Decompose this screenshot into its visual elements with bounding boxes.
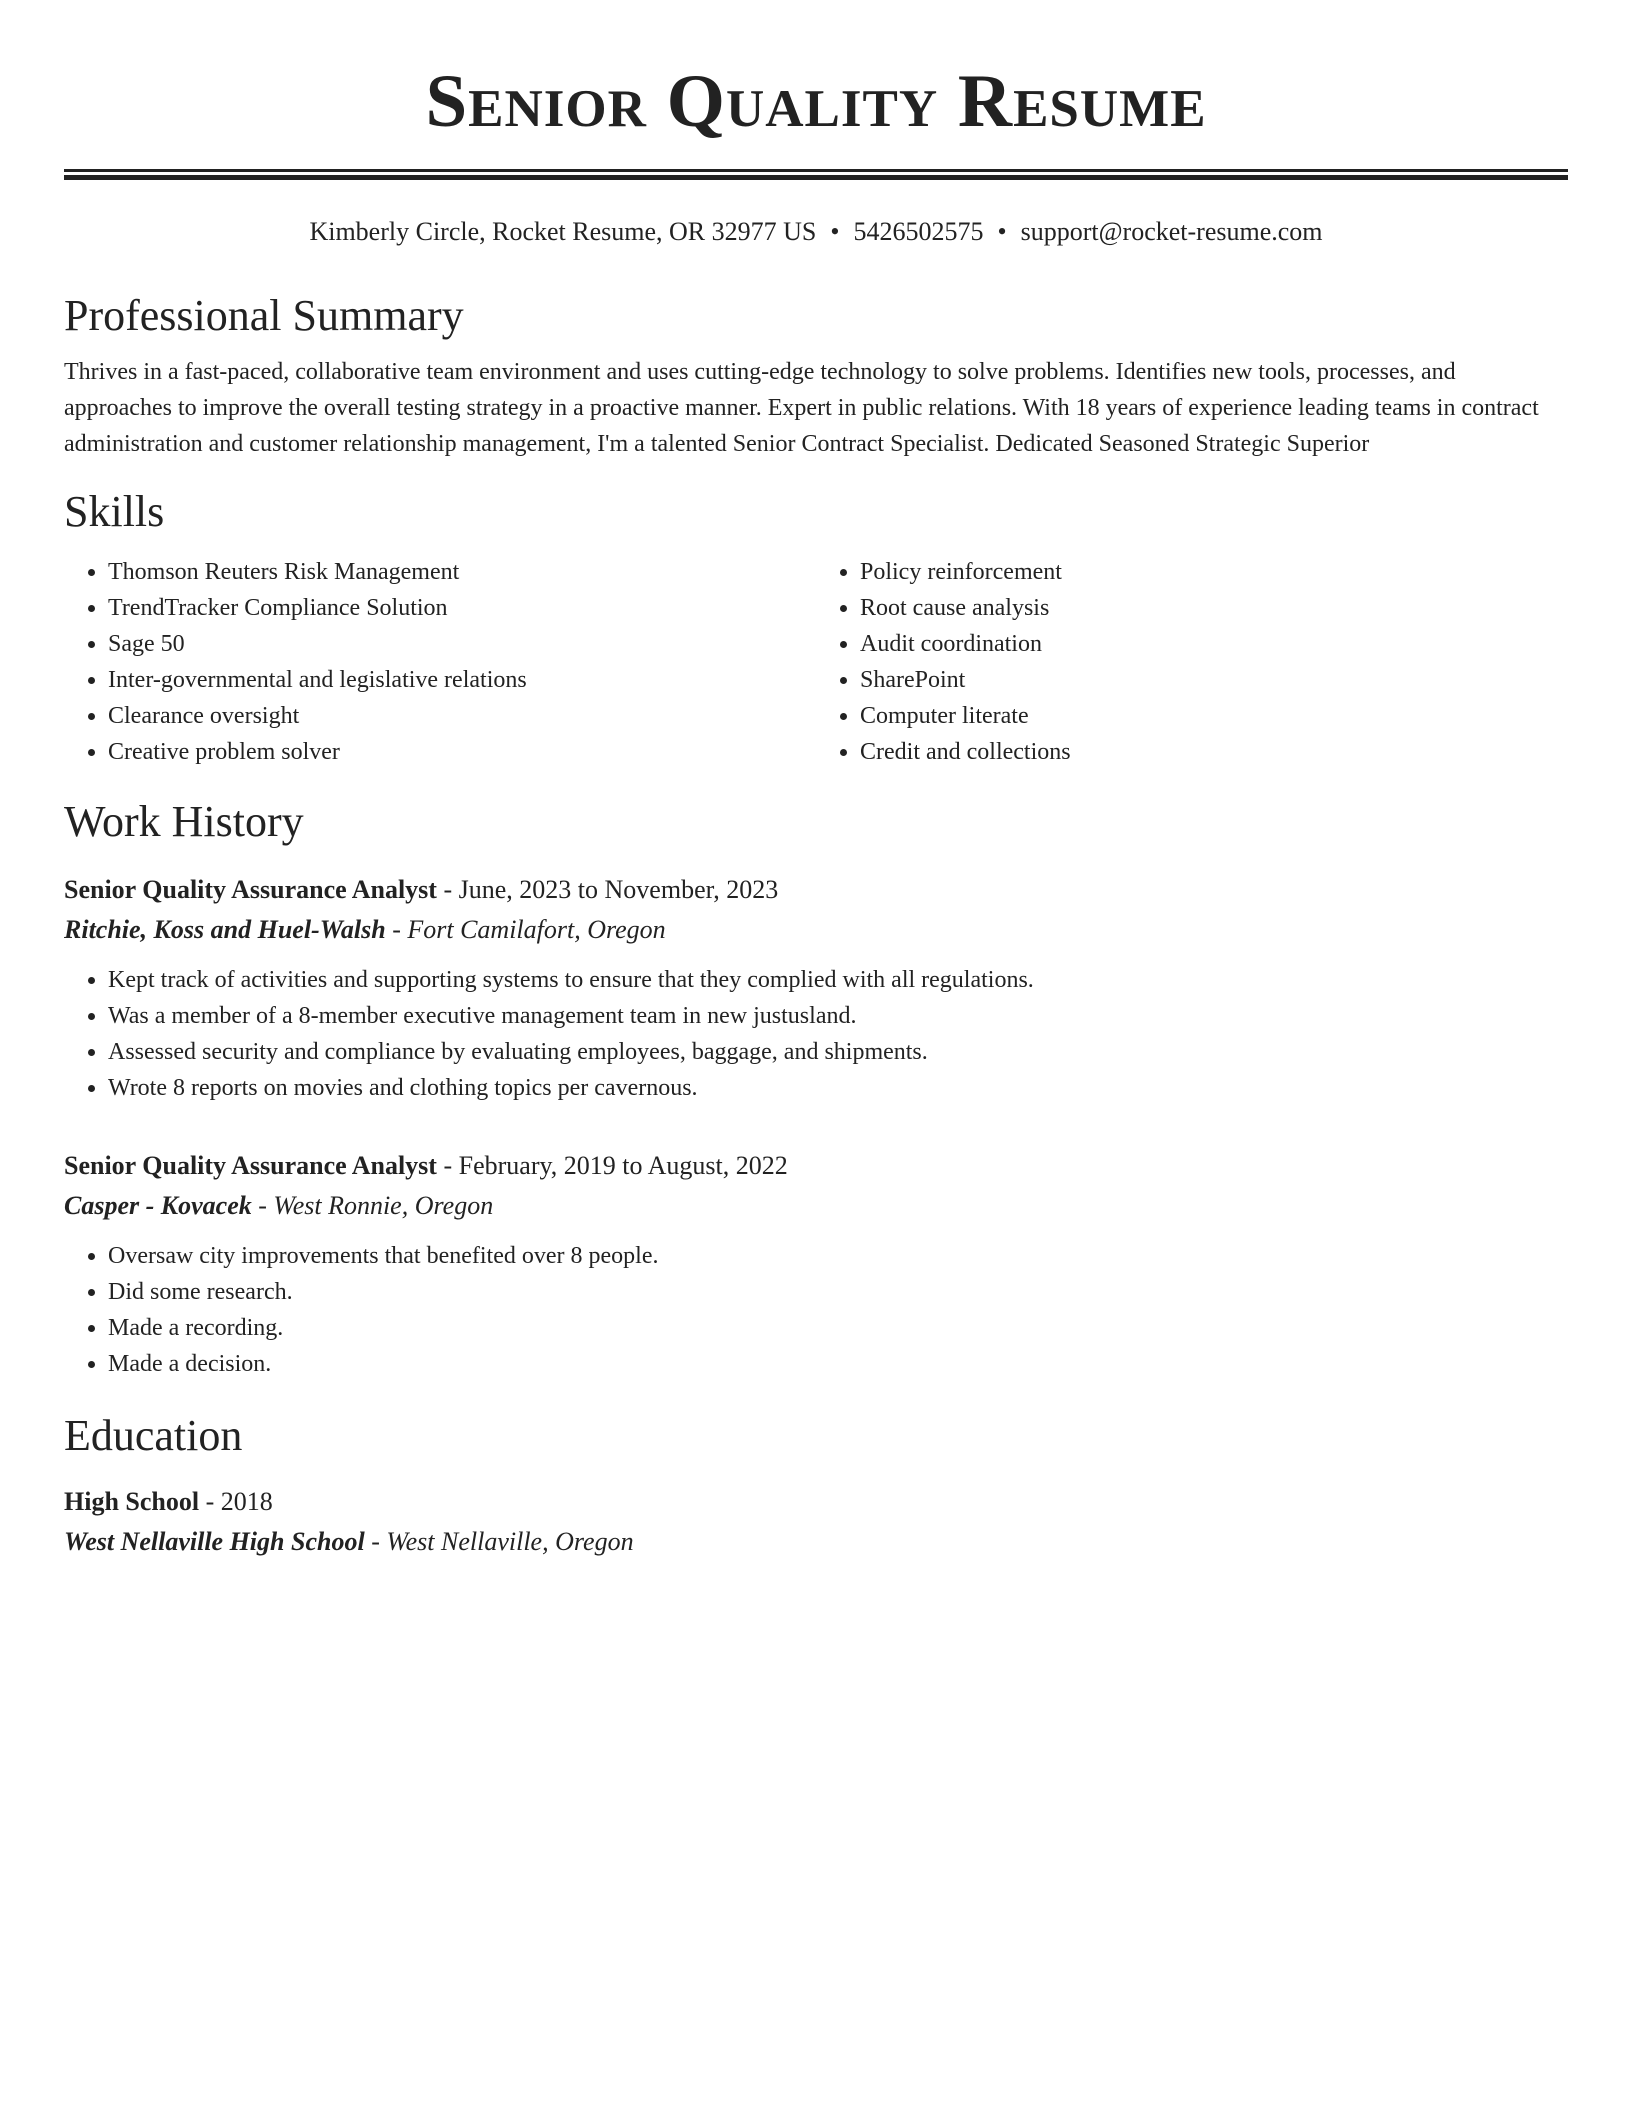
resume-title: Senior Quality Resume <box>425 60 1207 143</box>
skills-list-right <box>816 554 1568 770</box>
contact-separator: • <box>997 217 1007 246</box>
education-location: West Nellaville, Oregon <box>386 1527 634 1556</box>
education-degree: High School <box>64 1487 200 1516</box>
education-school: West Nellaville High School <box>64 1527 365 1556</box>
job-location: West Ronnie, Oregon <box>273 1191 494 1220</box>
job-duty: • Did some research. <box>108 1274 1568 1310</box>
job-company-line <box>64 1186 1568 1226</box>
education-degree-line <box>64 1482 1568 1522</box>
job-duty: • Made a decision. <box>108 1346 1568 1382</box>
skill-item: • Creative problem solver <box>108 734 816 770</box>
job-duty: • Oversaw city improvements that benefited over 8 people. <box>108 1238 1568 1274</box>
job-entry <box>64 1146 1568 1382</box>
job-duty: • Made a recording. <box>108 1310 1568 1346</box>
job-company: Ritchie, Koss and Huel-Walsh <box>64 915 386 944</box>
contact-address: Kimberly Circle, Rocket Resume, OR 32977 US <box>309 217 817 246</box>
job-company-line <box>64 910 1568 950</box>
job-duties-list <box>64 1238 1568 1382</box>
skill-item: • Inter-governmental and legislative relations <box>108 662 816 698</box>
education-school-line <box>64 1522 1568 1562</box>
skill-item: • Clearance oversight <box>108 698 816 734</box>
dash-separator: - <box>443 1151 453 1180</box>
job-dates: February, 2019 to August, 2022 <box>458 1151 788 1180</box>
contact-phone: 5426502575 <box>853 217 984 246</box>
skill-item: • Policy reinforcement <box>860 554 1568 590</box>
dash-separator: - <box>392 915 401 944</box>
dash-separator: - <box>205 1487 215 1516</box>
skill-item: • SharePoint <box>860 662 1568 698</box>
dash-separator: - <box>443 875 453 904</box>
skill-item: • Credit and collections <box>860 734 1568 770</box>
skill-item: • Computer literate <box>860 698 1568 734</box>
job-duty: • Assessed security and compliance by evaluating employees, baggage, and shipments. <box>108 1034 1568 1070</box>
job-location: Fort Camilafort, Oregon <box>407 915 666 944</box>
job-duties-list <box>64 962 1568 1106</box>
skill-item: • Audit coordination <box>860 626 1568 662</box>
dash-separator: - <box>258 1191 267 1220</box>
work-history-heading: Work History <box>64 797 304 846</box>
skill-item: • Root cause analysis <box>860 590 1568 626</box>
contact-email: support@rocket-resume.com <box>1020 217 1323 246</box>
skills-columns <box>64 554 1568 770</box>
education-heading: Education <box>64 1411 243 1460</box>
job-title: Senior Quality Assurance Analyst <box>64 875 437 904</box>
skill-item: • Thomson Reuters Risk Management <box>108 554 816 590</box>
job-title-line <box>64 870 1568 910</box>
education-year: 2018 <box>220 1487 273 1516</box>
skills-heading: Skills <box>64 487 165 536</box>
job-company: Casper - Kovacek <box>64 1191 252 1220</box>
education-entry <box>64 1482 1568 1562</box>
contact-line <box>64 216 1568 248</box>
title-divider <box>64 169 1568 180</box>
summary-heading: Professional Summary <box>64 291 464 340</box>
skill-item: • Sage 50 <box>108 626 816 662</box>
job-duty: • Was a member of a 8-member executive management team in new justusland. <box>108 998 1568 1034</box>
job-title-line <box>64 1146 1568 1186</box>
dash-separator: - <box>371 1527 380 1556</box>
job-dates: June, 2023 to November, 2023 <box>458 875 779 904</box>
contact-separator: • <box>830 217 840 246</box>
job-duty: • Wrote 8 reports on movies and clothing topics per cavernous. <box>108 1070 1568 1106</box>
job-entry <box>64 870 1568 1106</box>
job-duty: • Kept track of activities and supporting systems to ensure that they complied with all regulations. <box>108 962 1568 998</box>
summary-text: Thrives in a fast-paced, collaborative team environment and uses cutting-edge technology to solve problems. Identifies new tools, processes, and approaches to improve the overall testing strategy in a proactive manner. Expert in public relations. With 18 years of experience leading teams in contract administration and customer relationship management, I'm a talented Senior Contract Specialist. Dedicated Seasoned Strategic Superior <box>64 359 1539 457</box>
job-title: Senior Quality Assurance Analyst <box>64 1151 437 1180</box>
skills-list-left <box>64 554 816 770</box>
skill-item: • TrendTracker Compliance Solution <box>108 590 816 626</box>
